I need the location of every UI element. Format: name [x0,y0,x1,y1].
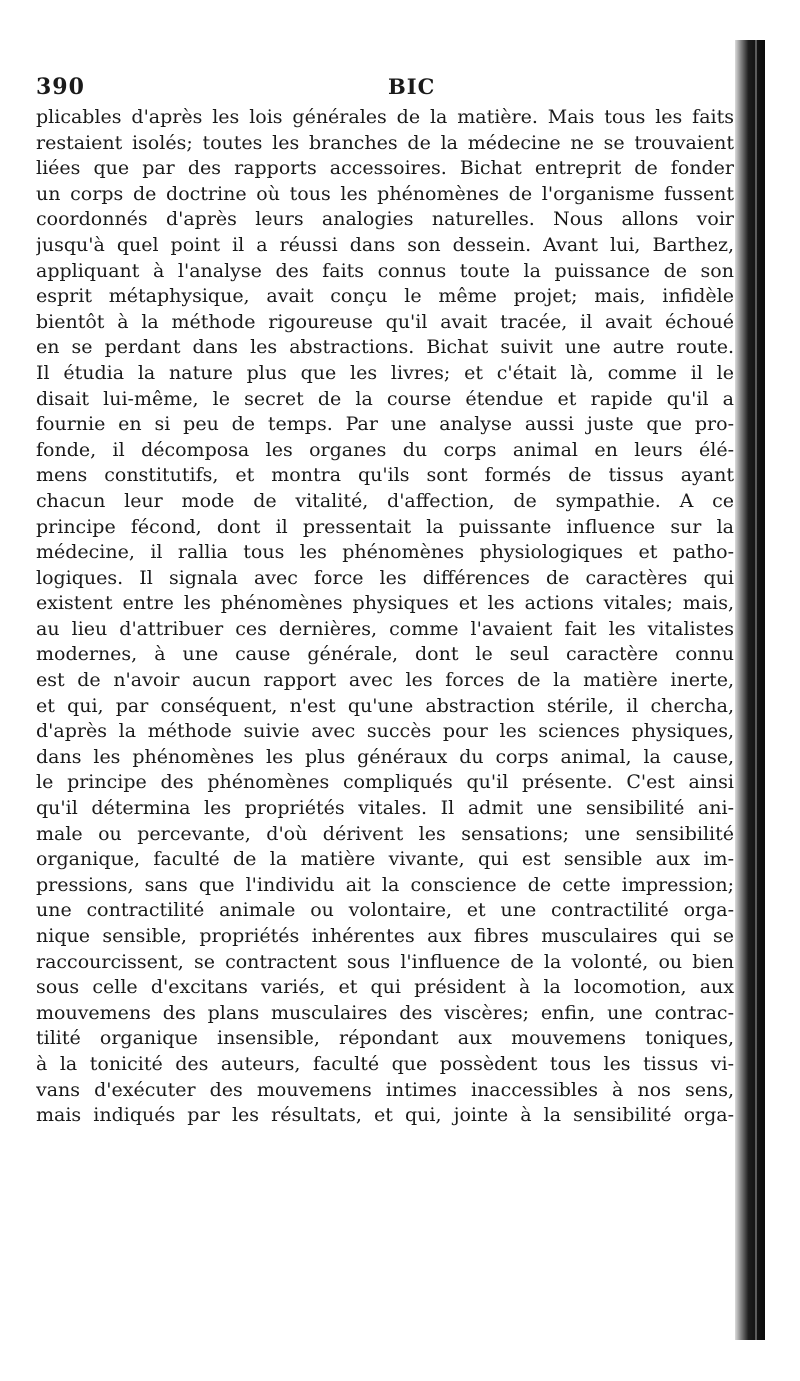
text-line: liées que par des rapports accessoires. Bichat entreprit de fonder [36,157,734,180]
text-line: Il étudia la nature plus que les livres; et c'était là, comme il le [36,361,734,384]
text-line: tilité organique insensible, répondant aux mouvemens toniques, [36,1027,734,1050]
text-line: restaient isolés; toutes les branches de la médecine ne se trouvaient [36,131,734,154]
text-line: male ou percevante, d'où dérivent les sensations; une sensibilité [36,822,734,845]
text-line: mens constitutifs, et montra qu'ils sont formés de tissus ayant [36,464,734,487]
text-line: nique sensible, propriétés inhérentes aux fibres musculaires qui se [36,925,734,947]
text-line: principe fécond, dont il pressentait la puissante influence sur la [36,515,734,538]
text-line: bientôt à la méthode rigoureuse qu'il avait tracée, il avait échoué [36,310,734,333]
text-line: sous celle d'excitans variés, et qui président à la locomotion, aux [36,976,734,999]
text-line: appliquant à l'analyse des faits connus toute la puissance de son [36,259,734,282]
text-line: un corps de doctrine où tous les phénomènes de l'organisme fussent [36,182,734,205]
text-line: mouvemens des plans musculaires des viscères; enfin, une contrac- [36,1001,734,1024]
text-line: plicables d'après les lois générales de la matière. Mais tous les faits [36,106,734,128]
text-line: au lieu d'attribuer ces dernières, comme l'avaient fait les vitalistes [36,617,734,640]
text-line: mais indiqués par les résultats, et qui, jointe à la sensibilité orga- [36,1104,734,1127]
text-line: logiques. Il signala avec force les différences de caractères qui [36,566,734,589]
text-line: médecine, il rallia tous les phénomènes physiologiques et patho- [36,541,734,564]
text-line: existent entre les phénomènes physiques et les actions vitales; mais, [36,592,734,615]
text-line: le principe des phénomènes compliqués qu'il présente. C'est ainsi [36,771,734,794]
text-line: qu'il détermina les propriétés vitales. Il admit une sensibilité ani- [36,797,734,820]
page-number: 390 [36,74,85,100]
running-head: BIC [388,74,436,99]
text-line: est de n'avoir aucun rapport avec les forces de la matière inerte, [36,669,734,692]
page-header [36,74,726,104]
text-line: organique, faculté de la matière vivante, qui est sensible aux im- [36,848,734,871]
text-line: fonde, il décomposa les organes du corps animal en leurs élé- [36,438,734,461]
text-line: et qui, par conséquent, n'est qu'une abstraction stérile, il chercha, [36,694,734,717]
text-line: jusqu'à quel point il a réussi dans son dessein. Avant lui, Barthez, [36,233,734,256]
text-line: d'après la méthode suivie avec succès pour les sciences physiques, [36,720,734,743]
text-line: modernes, à une cause générale, dont le seul caractère connu [36,643,734,666]
text-line: coordonnés d'après leurs analogies naturelles. Nous allons voir [36,208,734,231]
text-line: pressions, sans que l'individu ait la conscience de cette impression; [36,873,734,896]
text-line: raccourcissent, se contractent sous l'influence de la volonté, ou bien [36,950,734,973]
text-line: fournie en si peu de temps. Par une analyse aussi juste que pro- [36,413,734,436]
text-line: une contractilité animale ou volontaire, et une contractilité orga- [36,899,734,922]
page-edge-shadow [735,40,765,1340]
text-line: en se perdant dans les abstractions. Bichat suivit une autre route. [36,336,734,359]
text-line: esprit métaphysique, avait conçu le même projet; mais, infidèle [36,285,734,308]
text-line: vans d'exécuter des mouvemens intimes inaccessibles à nos sens, [36,1078,734,1101]
text-line: dans les phénomènes les plus généraux du corps animal, la cause, [36,745,734,768]
text-line: chacun leur mode de vitalité, d'affection, de sympathie. A ce [36,489,734,512]
body-text [36,105,734,1129]
text-line: à la tonicité des auteurs, faculté que possèdent tous les tissus vi- [36,1052,734,1075]
text-line: disait lui-même, le secret de la course étendue et rapide qu'il a [36,387,734,410]
